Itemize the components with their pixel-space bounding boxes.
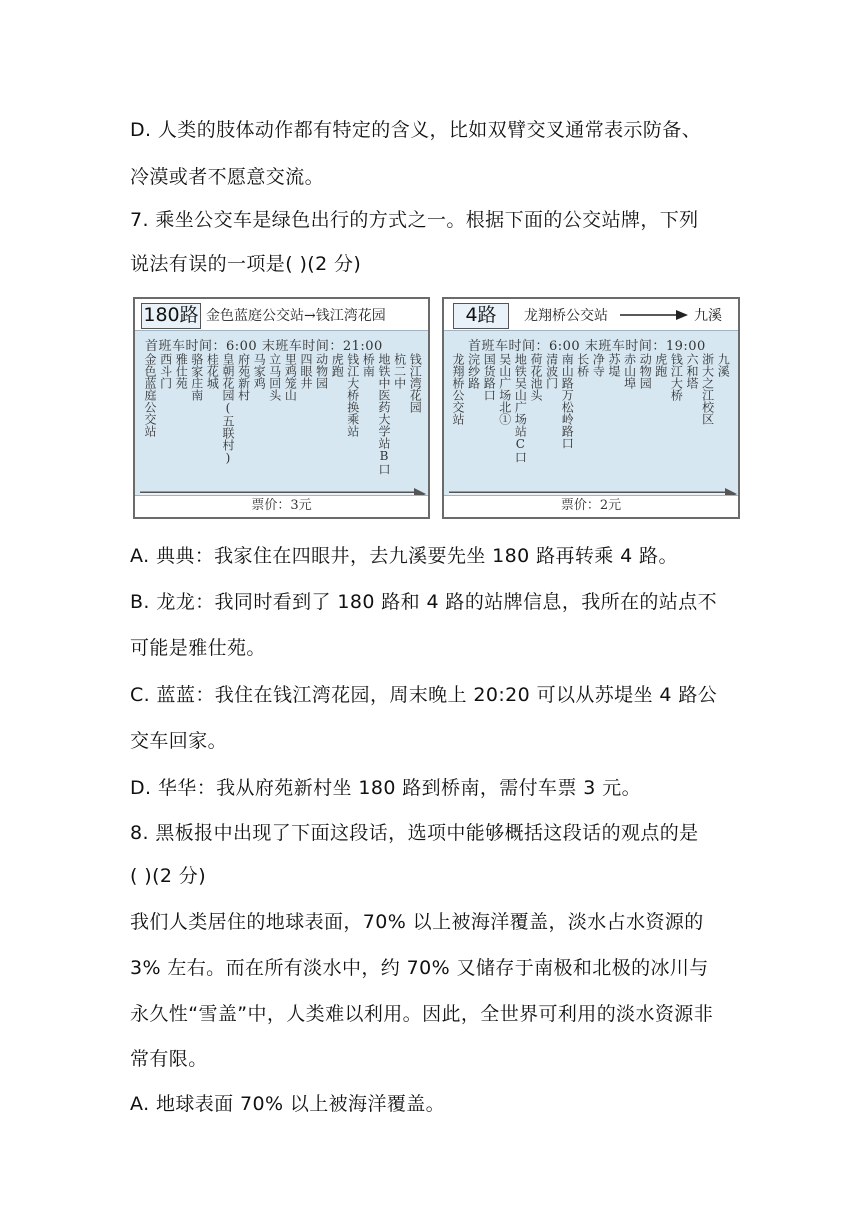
- bus-stop-label: 浙大之江校区: [700, 353, 715, 425]
- text-line: 7. 乘坐公交车是绿色出行的方式之一。根据下面的公交站牌，下列: [130, 209, 699, 231]
- ticket-price: 票价：3元: [135, 495, 428, 517]
- text-line: 3% 左右。而在所有淡水中，约 70% 又储存于南极和北极的冰川与: [130, 957, 709, 979]
- text-line: B. 龙龙：我同时看到了 180 路和 4 路的站牌信息，我所在的站点不: [130, 591, 718, 613]
- bus-stop-label: 桥南: [361, 353, 376, 377]
- text-line: A. 地球表面 70% 以上被海洋覆盖。: [130, 1093, 446, 1115]
- text-line: 交车回家。: [130, 730, 228, 752]
- bus-stop-label: 桂花城: [205, 353, 220, 389]
- bus-stop-label: 长桥: [575, 353, 590, 377]
- text-line: 说法有误的一项是( )(2 分): [130, 253, 362, 275]
- bus-sign-4: [442, 297, 740, 519]
- bus-stop-label: 浣纱路: [466, 353, 481, 389]
- route-number: 180路: [141, 303, 201, 329]
- text-line: C. 蓝蓝：我住在钱江湾花园，周末晚上 20:20 可以从苏堤坐 4 路公: [130, 684, 718, 706]
- bus-stop-label: 四眼井: [299, 353, 313, 389]
- bus-stop-label: 荷花池头: [529, 353, 543, 401]
- bus-stop-label: 钱江大桥换乘站: [345, 353, 360, 437]
- text-line: 8. 黑板报中出现了下面这段话，选项中能够概括这段话的观点的是: [130, 822, 699, 844]
- bus-stop-label: 骆家庄南: [189, 353, 204, 401]
- text-line: 常有限。: [130, 1048, 208, 1070]
- bus-stop-label: 赤山埠: [622, 353, 637, 389]
- text-line: D. 华华：我从府苑新村坐 180 路到桥南，需付车票 3 元。: [130, 777, 642, 799]
- bus-stop-label: 清波门: [544, 353, 559, 389]
- bus-stop-label: 立马回头: [267, 353, 282, 401]
- arrow-icon: [620, 308, 690, 322]
- text-line: D. 人类的肢体动作都有特定的含义，比如双臂交叉通常表示防备、: [130, 119, 702, 141]
- bus-stop-label: 杭二中: [392, 353, 407, 389]
- route-direction-to: 九溪: [694, 308, 722, 324]
- bus-stop-label: 净寺: [591, 353, 606, 377]
- bus-stop-label: 苏堤: [607, 353, 621, 377]
- bus-sign-180: [133, 297, 430, 519]
- bus-stop-label: 国货路口: [482, 353, 497, 401]
- stop-list: [444, 353, 738, 483]
- text-line: A. 典典：我家住在四眼井，去九溪要先坐 180 路再转乘 4 路。: [130, 545, 678, 567]
- bus-stop-label: 马家鸡: [252, 353, 267, 389]
- sign-header: [135, 299, 428, 331]
- bus-stop-label: 钱江大桥: [669, 353, 684, 401]
- stop-list: [135, 353, 428, 483]
- bus-stop-label: 六和塔: [685, 353, 699, 389]
- schedule-times: 首班车时间：6:00 末班车时间：19:00: [468, 339, 706, 354]
- bus-stop-label: 虎跑: [330, 353, 345, 377]
- bus-stop-label: 动物园: [638, 353, 653, 389]
- bus-stop-label: 皇朝花园(五联村): [221, 353, 235, 465]
- bus-stop-label: 南山路万松岭路口: [560, 353, 575, 449]
- bus-stop-label: 里鸡笼山: [283, 353, 298, 401]
- bus-stop-label: 虎跑: [653, 353, 668, 377]
- bus-stop-label: 雅仕苑: [174, 353, 189, 389]
- bus-stop-label: 吴山广场北①: [497, 353, 512, 425]
- text-line: 冷漠或者不愿意交流。: [130, 166, 325, 188]
- bus-stop-label: 府苑新村: [236, 353, 251, 401]
- bus-stop-label: 地铁中医药大学站B口: [377, 353, 391, 475]
- bus-stop-label: 西斗门: [158, 353, 173, 389]
- bus-stop-label: 金色蓝庭公交站: [143, 353, 157, 437]
- text-line: 我们人类居住的地球表面，70% 以上被海洋覆盖，淡水占水资源的: [130, 911, 704, 933]
- text-line: ( )(2 分): [130, 865, 207, 887]
- text-line: 永久性“雪盖”中，人类难以利用。因此，全世界可利用的淡水资源非: [130, 1003, 714, 1025]
- schedule-times: 首班车时间：6:00 末班车时间：21:00: [145, 339, 383, 354]
- route-number: 4路: [453, 303, 509, 329]
- ticket-price: 票价：2元: [444, 495, 738, 517]
- bus-stop-label: 九溪: [716, 353, 731, 377]
- route-direction-from: 龙翔桥公交站: [524, 308, 608, 324]
- text-line: 可能是雅仕苑。: [130, 637, 266, 659]
- bus-stop-label: 地铁吴山广场站C口: [513, 353, 528, 463]
- bus-stop-label: 龙翔桥公交站: [451, 353, 465, 425]
- route-direction: 金色蓝庭公交站→钱江湾花园: [206, 308, 386, 324]
- sign-header: [444, 299, 738, 331]
- bus-stop-label: 动物园: [314, 353, 329, 389]
- bus-stop-label: 钱江湾花园: [408, 353, 423, 413]
